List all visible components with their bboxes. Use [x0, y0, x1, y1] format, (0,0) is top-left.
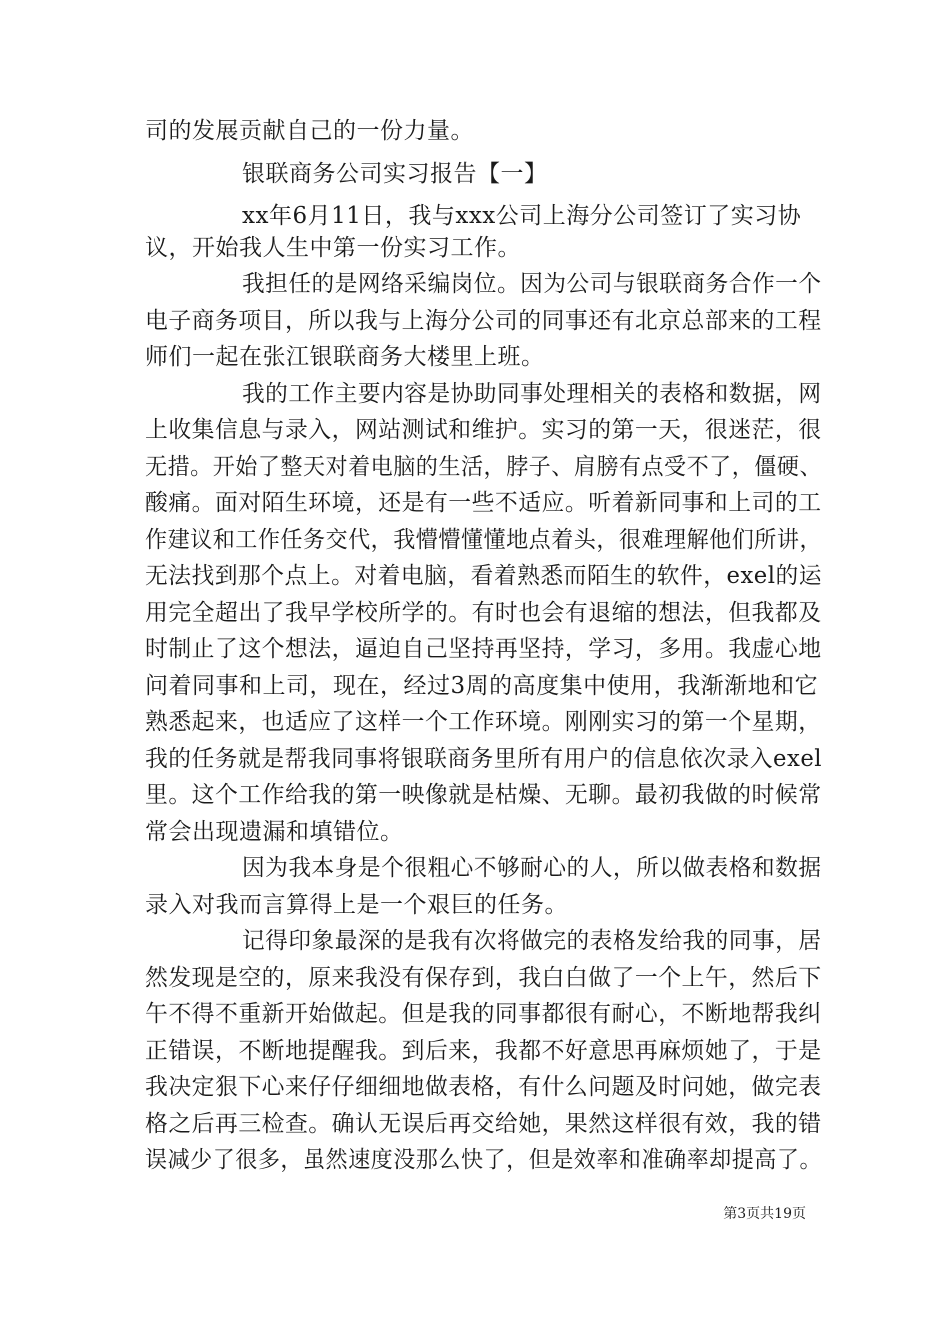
section-heading: 银联商务公司实习报告【一】 — [242, 161, 548, 187]
text-line: 作建议和工作任务交代，我懵懵懂懂地点着头，很难理解他们所讲， — [145, 527, 823, 553]
text-line: 误减少了很多，虽然速度没那么快了，但是效率和准确率却提高了。 — [145, 1147, 823, 1173]
text-line: 用完全超出了我早学校所学的。有时也会有退缩的想法，但我都及 — [145, 600, 822, 626]
page-number-footer: 第3页共19页 — [723, 1206, 806, 1222]
text-line: 酸痛。面对陌生环境，还是有一些不适应。听着新同事和上司的工 — [145, 490, 822, 516]
text-line: 熟悉起来，也适应了这样一个工作环境。刚刚实习的第一个星期， — [145, 709, 822, 735]
text-line: 无措。开始了整天对着电脑的生活，脖子、肩膀有点受不了，僵硬、 — [145, 454, 823, 480]
text-line: 我的任务就是帮我同事将银联商务里所有用户的信息依次录入exel — [145, 746, 823, 772]
text-line: 师们一起在张江银联商务大楼里上班。 — [145, 344, 545, 370]
text-line: 格之后再三检查。确认无误后再交给她，果然这样很有效，我的错 — [145, 1111, 822, 1137]
text-line: 录入对我而言算得上是一个艰巨的任务。 — [145, 892, 568, 918]
text-line: 记得印象最深的是我有次将做完的表格发给我的同事，居 — [242, 928, 822, 954]
text-line: 问着同事和上司，现在，经过3周的高度集中使用，我渐渐地和它 — [145, 673, 819, 699]
text-line: 电子商务项目，所以我与上海分公司的同事还有北京总部来的工程 — [145, 308, 822, 334]
text-line: 上收集信息与录入，网站测试和维护。实习的第一天，很迷茫，很 — [145, 417, 822, 443]
text-line: 里。这个工作给我的第一映像就是枯燥、无聊。最初我做的时候常 — [145, 782, 822, 808]
text-line: 议，开始我人生中第一份实习工作。 — [145, 235, 521, 261]
text-line: 因为我本身是个很粗心不够耐心的人，所以做表格和数据 — [242, 855, 822, 881]
text-line: 司的发展贡献自己的一份力量。 — [145, 118, 474, 144]
text-line: 常会出现遗漏和填错位。 — [145, 819, 404, 845]
text-line: 时制止了这个想法，逼迫自己坚持再坚持，学习，多用。我虚心地 — [145, 636, 822, 662]
text-line: 然发现是空的，原来我没有保存到，我白白做了一个上午，然后下 — [145, 965, 822, 991]
text-line: 午不得不重新开始做起。但是我的同事都很有耐心，不断地帮我纠 — [145, 1001, 822, 1027]
text-line: 我的工作主要内容是协助同事处理相关的表格和数据，网 — [242, 381, 822, 407]
text-line: xx年6月11日，我与xxx公司上海分公司签订了实习协 — [242, 203, 802, 229]
text-line: 正错误，不断地提醒我。到后来，我都不好意思再麻烦她了，于是 — [145, 1038, 822, 1064]
text-line: 无法找到那个点上。对着电脑，看着熟悉而陌生的软件，exel的运 — [145, 563, 823, 589]
text-line: 我担任的是网络采编岗位。因为公司与银联商务合作一个 — [242, 271, 822, 297]
text-line: 我决定狠下心来仔仔细细地做表格，有什么问题及时问她，做完表 — [145, 1074, 822, 1100]
